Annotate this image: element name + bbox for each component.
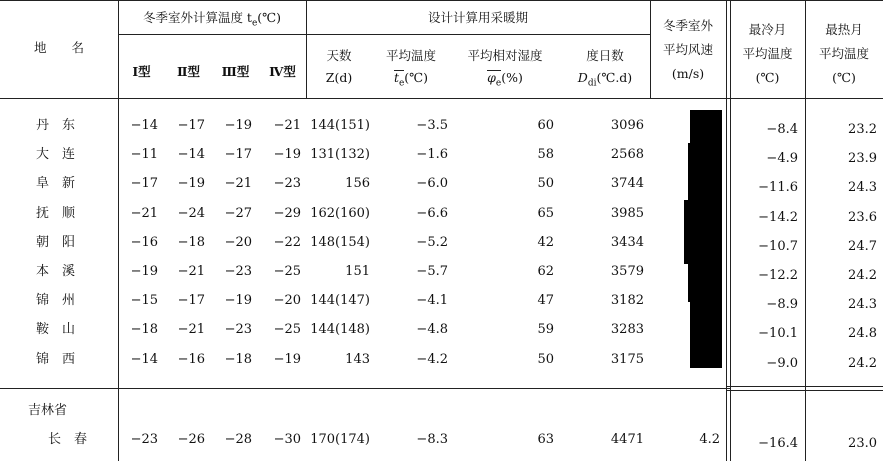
cell-days: 156 [345, 176, 370, 192]
heating-period-header: 设计计算用采暖期 [427, 10, 528, 25]
cell-rh: 60 [537, 118, 554, 133]
cell-degree-days: 3283 [610, 322, 644, 338]
cell-rh: 42 [537, 234, 554, 250]
cell-type2: −26 [177, 432, 205, 447]
cell-coldest: −8.9 [766, 297, 798, 313]
cell-days: 143 [345, 351, 370, 367]
cell-days: 131(132) [310, 147, 370, 163]
cell-days: 144(151) [310, 118, 370, 133]
cell-avg-temp: −8.3 [416, 432, 448, 447]
winter-temp-group-rule [118, 34, 306, 35]
row-name: 阜 新 [36, 176, 76, 192]
redaction-mark [690, 298, 722, 368]
days-header-line2: Z(d) [325, 70, 353, 85]
days-header-line1: 天数 [326, 48, 352, 63]
cell-avg-temp: −1.6 [416, 147, 448, 163]
right-block-rule [726, 98, 883, 99]
cell-avg-temp: −4.2 [416, 351, 448, 367]
cell-type1: −18 [130, 322, 158, 338]
cell-type1: −15 [130, 293, 158, 309]
header-bottom-rule [0, 98, 730, 99]
cell-degree-days: 3985 [610, 205, 644, 221]
cell-type3: −27 [224, 205, 252, 221]
column-rule [726, 0, 727, 461]
section-rule [0, 388, 730, 389]
row-name: 本 溪 [36, 264, 76, 279]
avg-rh-header-line2 [450, 70, 560, 91]
cell-type1: −21 [130, 205, 158, 221]
cell-type1: −14 [130, 351, 158, 367]
cell-hottest: 24.7 [848, 238, 877, 254]
cell-rh: 63 [537, 432, 554, 447]
row-name: 长 春 [48, 432, 88, 447]
cell-coldest: −16.4 [758, 436, 798, 451]
cell-type2: −19 [177, 176, 205, 192]
row-name: 抚 顺 [36, 205, 76, 221]
hottest-header-line3: (℃) [832, 70, 856, 85]
cell-hottest: 24.8 [848, 326, 877, 342]
avg-temp-unit: (℃) [404, 70, 429, 85]
cell-rh: 65 [537, 205, 554, 221]
cell-avg-temp: −5.2 [416, 234, 448, 250]
cell-days: 170(174) [310, 432, 370, 447]
cell-avg-temp: −4.8 [416, 322, 448, 338]
cell-type3: −20 [224, 234, 252, 250]
table-top-rule [0, 0, 883, 1]
degree-days-header-line1: 度日数 [586, 48, 624, 63]
winter-temp-unit: (℃) [257, 10, 282, 25]
cell-type3: −19 [224, 118, 252, 133]
cell-avg-temp: −5.7 [416, 264, 448, 279]
redaction-mark [688, 143, 722, 203]
redaction-mark [688, 260, 722, 302]
cell-coldest: −14.2 [758, 209, 798, 225]
cell-type2: −21 [177, 322, 205, 338]
cell-type1: −17 [130, 176, 158, 192]
cell-avg-temp: −3.5 [416, 118, 448, 133]
cell-degree-days: 3434 [610, 234, 644, 250]
degree-days-unit: (℃.d) [596, 70, 633, 85]
cell-degree-days: 3744 [610, 176, 644, 192]
cell-coldest: −9.0 [766, 355, 798, 371]
wind-header-line3: (m/s) [671, 66, 705, 81]
cell-type4: −29 [273, 205, 301, 221]
winter-temp-header [118, 10, 306, 32]
cell-type4: −22 [273, 234, 301, 250]
cell-avg-temp: −6.0 [416, 176, 448, 192]
cell-rh: 50 [537, 351, 554, 367]
cell-type3: −18 [224, 351, 252, 367]
avg-rh-unit: (%) [501, 70, 523, 85]
row-name: 朝 阳 [36, 234, 76, 250]
cell-type3: −28 [224, 432, 252, 447]
cell-type3: −23 [224, 264, 252, 279]
cell-type3: −21 [224, 176, 252, 192]
cell-hottest: 24.3 [848, 180, 877, 196]
cell-coldest: −10.7 [758, 238, 798, 254]
coldest-header-line1: 最冷月 [748, 22, 787, 37]
cell-type2: −24 [177, 205, 205, 221]
cell-coldest: −10.1 [758, 326, 798, 342]
winter-temp-subscript: e [251, 18, 258, 29]
avg-temp-header-line1: 平均温度 [385, 48, 436, 63]
cell-degree-days: 3579 [610, 264, 644, 279]
location-header: 地 名 [33, 40, 84, 55]
row-name: 鞍 山 [36, 322, 76, 338]
row-name: 锦 州 [36, 293, 76, 309]
cell-days: 144(147) [310, 293, 370, 309]
province-label: 吉林省 [28, 403, 68, 418]
redaction-mark [684, 200, 722, 264]
cell-wind: 4.2 [699, 432, 720, 447]
cell-type4: −25 [273, 322, 301, 338]
row-name: 丹 东 [36, 118, 76, 133]
cell-hottest: 24.3 [848, 297, 877, 313]
cell-days: 144(148) [310, 322, 370, 338]
cell-type2: −21 [177, 264, 205, 279]
cell-rh: 62 [537, 264, 554, 279]
cell-type2: −14 [177, 147, 205, 163]
cell-coldest: −12.2 [758, 268, 798, 283]
cell-type3: −19 [224, 293, 252, 309]
redaction-mark [690, 110, 722, 146]
row-name: 锦 西 [36, 351, 76, 367]
cell-type1: −14 [130, 118, 158, 133]
cell-type4: −21 [273, 118, 301, 133]
cell-type4: −23 [273, 176, 301, 192]
type-2-header: Ⅱ型 [176, 64, 201, 79]
cell-type1: −19 [130, 264, 158, 279]
cell-rh: 47 [537, 293, 554, 309]
cell-type4: −25 [273, 264, 301, 279]
type-3-header: Ⅲ型 [221, 64, 250, 79]
cell-degree-days: 3175 [610, 351, 644, 367]
avg-rh-header-line1: 平均相对湿度 [467, 48, 543, 63]
right-block-rule [726, 386, 883, 387]
cell-rh: 58 [537, 147, 554, 163]
cell-hottest: 24.2 [848, 355, 877, 371]
cell-days: 162(160) [310, 205, 370, 221]
type-1-header: Ⅰ型 [132, 64, 151, 79]
coldest-header-line2: 平均温度 [742, 46, 793, 61]
cell-rh: 50 [537, 176, 554, 192]
cell-type2: −18 [177, 234, 205, 250]
cell-days: 148(154) [310, 234, 370, 250]
cell-coldest: −8.4 [766, 122, 798, 137]
cell-type1: −23 [130, 432, 158, 447]
cell-type2: −17 [177, 293, 205, 309]
avg-temp-symbol: $t_e$ [393, 70, 405, 89]
degree-days-header-line2: $D_{di}(℃.d)$ [577, 70, 633, 89]
avg-temp-header-line2 [372, 70, 450, 91]
cell-avg-temp: −4.1 [416, 293, 448, 309]
wind-header-line2: 平均风速 [662, 42, 713, 57]
cell-hottest: 24.2 [848, 268, 877, 283]
cell-degree-days: 4471 [610, 432, 644, 447]
row-name: 大 连 [36, 147, 76, 163]
cell-type3: −17 [224, 147, 252, 163]
cell-type4: −30 [273, 432, 301, 447]
cell-coldest: −11.6 [758, 180, 798, 196]
type-4-header: Ⅳ型 [269, 64, 296, 79]
cell-hottest: 23.6 [848, 209, 877, 225]
cell-hottest: 23.0 [848, 436, 877, 451]
coldest-header-line3: (℃) [755, 70, 780, 85]
cell-coldest: −4.9 [766, 151, 798, 167]
cell-days: 151 [345, 264, 370, 279]
cell-type2: −16 [177, 351, 205, 367]
winter-temp-title: 冬季室外计算温度 t [142, 10, 252, 25]
cell-type1: −16 [130, 234, 158, 250]
cell-type4: −20 [273, 293, 301, 309]
cell-avg-temp: −6.6 [416, 205, 448, 221]
hottest-header-line2: 平均温度 [818, 46, 869, 61]
cell-hottest: 23.2 [848, 122, 877, 137]
avg-rh-symbol: $\varphi_e$ [487, 70, 502, 89]
cell-hottest: 23.9 [848, 151, 877, 167]
heating-group-rule [306, 34, 650, 35]
cell-degree-days: 3182 [610, 293, 644, 309]
cell-type4: −19 [273, 147, 301, 163]
cell-degree-days: 3096 [610, 118, 644, 133]
cell-type2: −17 [177, 118, 205, 133]
cell-type3: −23 [224, 322, 252, 338]
hottest-header-line1: 最热月 [825, 22, 863, 37]
wind-header-line1: 冬季室外 [662, 18, 713, 33]
cell-type1: −11 [130, 147, 158, 163]
cell-degree-days: 2568 [610, 147, 644, 163]
cell-rh: 59 [537, 322, 554, 338]
cell-type4: −19 [273, 351, 301, 367]
right-block-rule [726, 390, 883, 391]
